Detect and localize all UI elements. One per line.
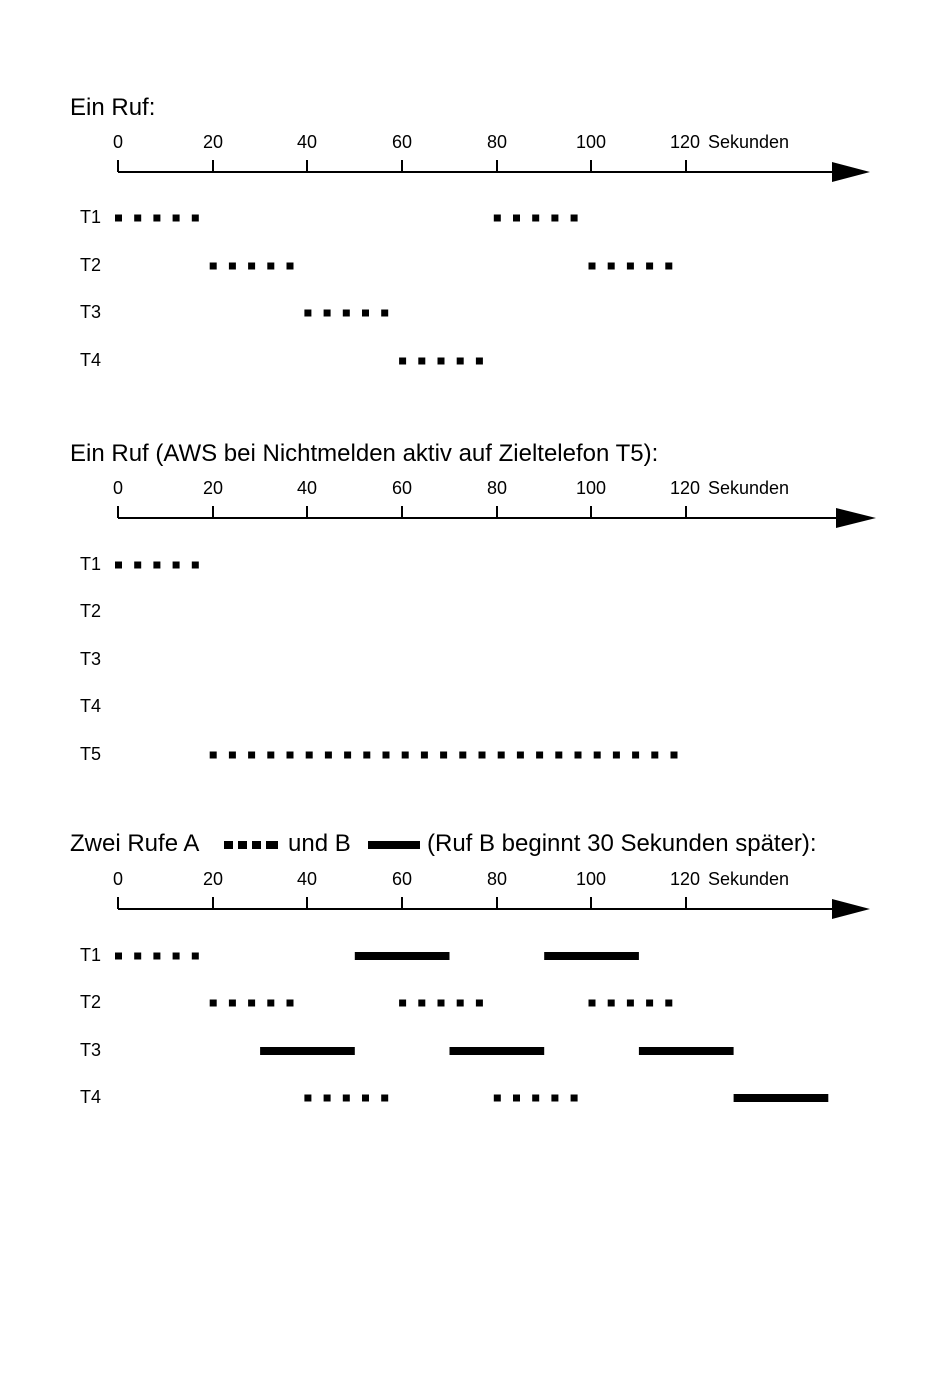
ring-dash bbox=[192, 215, 199, 222]
tick-label: 120 bbox=[670, 869, 701, 889]
ring-dash bbox=[134, 215, 141, 222]
ring-dash bbox=[665, 1000, 672, 1007]
tick-label: 100 bbox=[575, 869, 607, 889]
ring-dash bbox=[153, 562, 160, 569]
ring-dash bbox=[229, 752, 236, 759]
section-title: Ein Ruf: bbox=[70, 94, 156, 121]
ring-dash bbox=[325, 752, 332, 759]
row-label-t2: T2 bbox=[80, 255, 102, 275]
ring-dash bbox=[173, 562, 180, 569]
ring-dash bbox=[343, 1095, 350, 1102]
tick-label: 100 bbox=[575, 478, 607, 498]
ring-dash bbox=[646, 1000, 653, 1007]
tick-label: 20 bbox=[202, 132, 224, 152]
call-a-ring-dashes bbox=[304, 310, 388, 317]
section-title-part: Zwei Rufe A bbox=[70, 830, 200, 857]
section-single-call bbox=[70, 94, 870, 370]
row-label-t2: T2 bbox=[80, 992, 102, 1012]
ring-dash bbox=[210, 752, 217, 759]
ring-dash bbox=[173, 215, 180, 222]
ring-dash bbox=[363, 752, 370, 759]
time-axis bbox=[113, 132, 870, 182]
ring-dash bbox=[418, 1000, 425, 1007]
ring-dash bbox=[532, 1095, 539, 1102]
tick-label: 0 bbox=[112, 869, 124, 889]
ring-dash bbox=[173, 953, 180, 960]
ring-dash bbox=[229, 1000, 236, 1007]
ring-dash bbox=[571, 215, 578, 222]
ring-dash bbox=[613, 752, 620, 759]
ring-dash bbox=[627, 263, 634, 270]
ring-dash bbox=[532, 215, 539, 222]
ring-dash bbox=[287, 1000, 294, 1007]
call-a-ring-dashes bbox=[304, 1095, 388, 1102]
ring-dash bbox=[418, 358, 425, 365]
ring-dash bbox=[115, 215, 122, 222]
ring-dash bbox=[324, 310, 331, 317]
row-label-t4: T4 bbox=[80, 350, 102, 370]
ring-dash bbox=[134, 562, 141, 569]
ring-dash bbox=[402, 752, 409, 759]
row-label-t4: T4 bbox=[80, 696, 102, 716]
ring-dash bbox=[306, 752, 313, 759]
ring-dash bbox=[267, 1000, 274, 1007]
tick-label: 40 bbox=[296, 478, 318, 498]
ring-dash bbox=[248, 1000, 255, 1007]
ring-dash bbox=[210, 263, 217, 270]
tick-label: 0 bbox=[112, 132, 124, 152]
axis-unit-label: Sekunden bbox=[708, 478, 790, 498]
call-a-ring-dashes bbox=[115, 215, 199, 222]
interval-bars bbox=[115, 952, 828, 1102]
ring-dash bbox=[476, 1000, 483, 1007]
call-b-ring-bar bbox=[544, 952, 639, 960]
ring-dash bbox=[304, 1095, 311, 1102]
axis-arrowhead bbox=[832, 899, 870, 919]
ring-dash bbox=[362, 310, 369, 317]
ring-dash bbox=[671, 752, 678, 759]
ring-dash bbox=[399, 1000, 406, 1007]
ring-dash bbox=[115, 953, 122, 960]
legend-b-solid-icon bbox=[368, 841, 420, 849]
ring-dash bbox=[589, 1000, 596, 1007]
ring-dash bbox=[513, 215, 520, 222]
call-a-ring-dashes bbox=[115, 562, 199, 569]
tick-label: 80 bbox=[486, 132, 508, 152]
call-a-ring-dashes bbox=[210, 752, 678, 759]
call-b-ring-bar bbox=[355, 952, 450, 960]
ring-dash bbox=[627, 1000, 634, 1007]
ring-dash bbox=[343, 310, 350, 317]
tick-label: 100 bbox=[575, 132, 607, 152]
call-a-ring-dashes bbox=[210, 263, 294, 270]
axis-unit-label: Sekunden bbox=[708, 132, 790, 152]
call-b-ring-bar bbox=[734, 1094, 829, 1102]
ring-dash bbox=[383, 752, 390, 759]
ring-dash bbox=[115, 562, 122, 569]
tick-label: 120 bbox=[670, 132, 701, 152]
ring-dash bbox=[153, 215, 160, 222]
legend-a-dotted-icon bbox=[224, 841, 278, 849]
ring-dash bbox=[494, 1095, 501, 1102]
call-a-ring-dashes bbox=[210, 1000, 294, 1007]
ring-dash bbox=[438, 358, 445, 365]
interval-bars bbox=[115, 215, 672, 365]
call-a-ring-dashes bbox=[589, 263, 673, 270]
ring-dash bbox=[210, 1000, 217, 1007]
ring-dash bbox=[536, 752, 543, 759]
ring-dash bbox=[192, 562, 199, 569]
call-a-ring-dashes bbox=[589, 1000, 673, 1007]
section-two-calls bbox=[70, 830, 870, 1107]
ring-dash bbox=[551, 215, 558, 222]
row-label-t1: T1 bbox=[80, 207, 102, 227]
call-a-ring-dashes bbox=[494, 1095, 578, 1102]
ring-dash bbox=[594, 752, 601, 759]
ring-dash bbox=[399, 358, 406, 365]
ring-dash bbox=[248, 752, 255, 759]
ring-dash bbox=[665, 263, 672, 270]
call-b-ring-bar bbox=[260, 1047, 355, 1055]
ring-dash bbox=[513, 1095, 520, 1102]
ring-dash bbox=[457, 358, 464, 365]
row-label-t3: T3 bbox=[80, 302, 102, 322]
tick-label: 120 bbox=[670, 478, 701, 498]
call-b-ring-bar bbox=[450, 1047, 545, 1055]
call-b-ring-bar bbox=[639, 1047, 734, 1055]
row-label-t1: T1 bbox=[80, 945, 102, 965]
ring-dash bbox=[438, 1000, 445, 1007]
ring-dash bbox=[267, 752, 274, 759]
section-aws-call bbox=[70, 440, 876, 764]
tick-label: 0 bbox=[112, 478, 124, 498]
section-title-part: (Ruf B beginnt 30 Sekunden später): bbox=[427, 830, 817, 857]
tick-label: 60 bbox=[391, 869, 413, 889]
call-a-ring-dashes bbox=[494, 215, 578, 222]
tick-label: 60 bbox=[391, 132, 413, 152]
ring-dash bbox=[494, 215, 501, 222]
row-label-t4: T4 bbox=[80, 1087, 102, 1107]
tick-label: 80 bbox=[486, 478, 508, 498]
row-label-t5: T5 bbox=[80, 744, 102, 764]
ring-dash bbox=[479, 752, 486, 759]
ring-dash bbox=[153, 953, 160, 960]
interval-bars bbox=[115, 562, 678, 759]
ring-dash bbox=[248, 263, 255, 270]
tick-label: 40 bbox=[296, 132, 318, 152]
ring-dash bbox=[457, 1000, 464, 1007]
row-label-t1: T1 bbox=[80, 554, 102, 574]
row-label-t2: T2 bbox=[80, 601, 102, 621]
section-title: Ein Ruf (AWS bei Nichtmelden aktiv auf Zieltelefon T5): bbox=[70, 440, 659, 467]
time-axis bbox=[113, 869, 870, 919]
ring-dash bbox=[646, 263, 653, 270]
ring-dash bbox=[229, 263, 236, 270]
ring-dash bbox=[517, 752, 524, 759]
ring-dash bbox=[381, 310, 388, 317]
ring-dash bbox=[344, 752, 351, 759]
ring-dash bbox=[304, 310, 311, 317]
time-axis bbox=[113, 478, 876, 528]
ring-dash bbox=[608, 263, 615, 270]
row-label-t3: T3 bbox=[80, 1040, 102, 1060]
ring-dash bbox=[287, 752, 294, 759]
ring-dash bbox=[381, 1095, 388, 1102]
ring-dash bbox=[589, 263, 596, 270]
ring-dash bbox=[192, 953, 199, 960]
tick-label: 40 bbox=[296, 869, 318, 889]
ring-dash bbox=[575, 752, 582, 759]
ring-dash bbox=[134, 953, 141, 960]
section-title-part: und B bbox=[288, 830, 351, 857]
tick-label: 60 bbox=[391, 478, 413, 498]
ring-dash bbox=[421, 752, 428, 759]
axis-arrowhead bbox=[832, 162, 870, 182]
tick-label: 20 bbox=[202, 478, 224, 498]
call-a-ring-dashes bbox=[399, 358, 483, 365]
ring-dash bbox=[324, 1095, 331, 1102]
ring-dash bbox=[440, 752, 447, 759]
call-a-ring-dashes bbox=[115, 953, 199, 960]
ring-dash bbox=[608, 1000, 615, 1007]
ring-dash bbox=[651, 752, 658, 759]
ring-dash bbox=[551, 1095, 558, 1102]
ring-dash bbox=[555, 752, 562, 759]
tick-label: 80 bbox=[486, 869, 508, 889]
ring-dash bbox=[498, 752, 505, 759]
axis-arrowhead bbox=[836, 508, 876, 528]
ring-dash bbox=[267, 263, 274, 270]
ring-dash bbox=[632, 752, 639, 759]
ring-dash bbox=[362, 1095, 369, 1102]
ring-dash bbox=[459, 752, 466, 759]
ring-dash bbox=[476, 358, 483, 365]
axis-unit-label: Sekunden bbox=[708, 869, 790, 889]
tick-label: 20 bbox=[202, 869, 224, 889]
ring-dash bbox=[287, 263, 294, 270]
call-a-ring-dashes bbox=[399, 1000, 483, 1007]
row-label-t3: T3 bbox=[80, 649, 102, 669]
ring-dash bbox=[571, 1095, 578, 1102]
